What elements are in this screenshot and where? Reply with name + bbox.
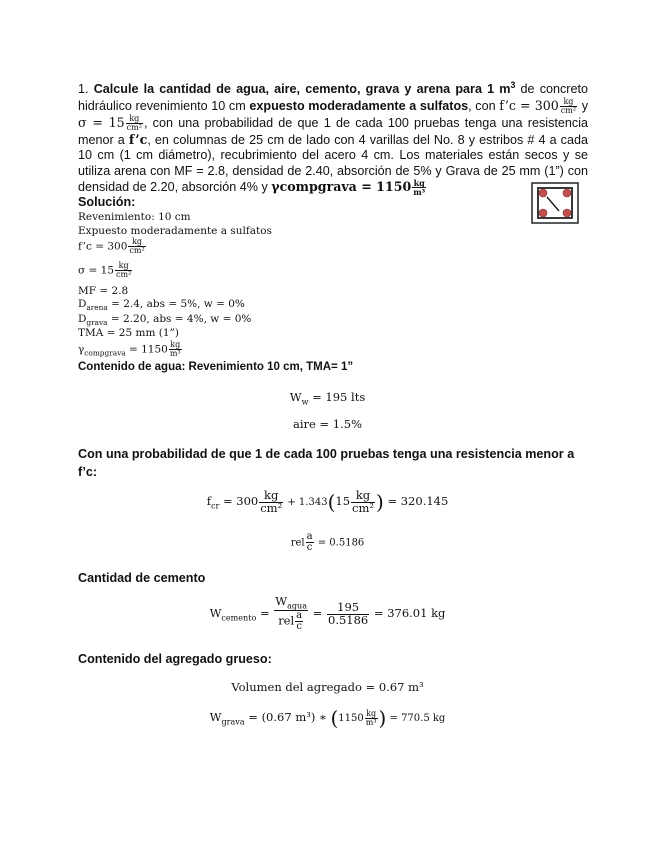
cemento-heading: Cantidad de cemento (78, 571, 206, 585)
problem-title: Calcule la cantidad de agua, aire, cemento, grava y arena para 1 $m^3$ (93, 80, 516, 97)
given-revenimiento: Revenimiento: 10 cm (78, 211, 191, 223)
prob-heading: Con una probabilidad de que 1 de cada 100 pruebas tenga una resistencia menor a f’c: (78, 447, 575, 479)
column-outline (532, 183, 578, 223)
given-d-grava: $D_{grava} = 2.20$, abs = 4%, w = 0% (78, 313, 252, 328)
fcr-equation: $f_{cr} = 300$ $\frac{kg}{\text{cm²}}$ + 1.343(15 $\frac{kg}{\text{cm²}}$ ) = 320.145 (206, 488, 449, 515)
agua-heading: Contenido de agua: Revenimiento 10 cm, TMA= 1” (78, 361, 354, 373)
cemento-equation: $W_{cemento}$ = $W_{agua}$ rel $\frac{a}{c}$ = $\frac{195}{0.5186}$ = 376.01 kg (209, 594, 446, 633)
problem-text-4: , con una probabilidad de que 1 de cada 100 pruebas tenga una resistencia menor a (78, 115, 588, 147)
given-d-arena: $D_{arena} = 2.4$, abs = 5%, w = 0% (78, 298, 245, 313)
problem-exposure: expuesto moderadamente a sulfatos (249, 98, 469, 113)
rebar-top-right (563, 189, 571, 197)
given-expuesto: Expuesto moderadamente a sulfatos (78, 225, 272, 237)
solution-heading: Solución: (78, 195, 136, 209)
ww-equation: $W_w = 195$ lts (289, 390, 366, 407)
problem-fc: f’c = 300 $\frac{kg}{\text{cm²}}$ (499, 96, 577, 115)
problem-sigma: σ = 15 $\frac{kg}{\text{cm²}}$ (78, 113, 142, 132)
problem-and: y (578, 98, 589, 113)
rebar-top-left (539, 189, 547, 197)
rebar-bottom-right (563, 209, 571, 217)
problem-text-3: , con (468, 98, 496, 113)
problem-text-1: de concreto hidráulico revenimiento 10 cm (78, 82, 589, 113)
given-mf: MF = 2.8 (78, 285, 129, 297)
given-tma: TMA = 25 mm (1”) (78, 327, 180, 339)
rebar-bottom-left (539, 209, 547, 217)
problem-statement (78, 78, 588, 196)
grueso-heading: Contenido del agregado grueso: (78, 652, 272, 666)
volumen-equation: Volumen del agregado = 0.67 m³ (231, 680, 424, 694)
problem-gamma: γcompgrava = 1150 $\frac{kg}{\text{m³}}$ (271, 178, 426, 198)
aire-equation: aire = 1.5% (293, 417, 362, 431)
given-sigma: σ = 15 $\frac{kg}{\text{cm²}}$ (78, 261, 132, 279)
given-gamma: $\gamma_{compgrava} = 1150$ $\frac{kg}{\text{m³}}$ (78, 340, 181, 358)
column-section-figure (531, 182, 579, 224)
wgrava-equation: $W_{grava} = (0.67$ m³) ∗ (1150 $\frac{kg}{\text{m³}}$ ) = 770.5 kg (209, 706, 446, 730)
problem-fc-inline: f’c (128, 131, 148, 147)
problem-number: 1. (78, 82, 89, 97)
rel-ac-equation: rel $\frac{a}{c}$ = 0.5186 (290, 531, 365, 553)
given-fc: f’c = 300 $\frac{kg}{\text{cm²}}$ (78, 237, 145, 255)
problem-text-5: , en columnas de 25 cm de lado con 4 varillas del No. 8 y estribos # 4 a cada 10 cm (1 cm diámetro), recubrimiento del acero 4 cm. Los materiales están secos y se utiliza arena con MF = 2.8, densidad de 2.40, absorción de 5% y Grava de 25 mm (1”) con densidad de 2.20, absorción 4% y (78, 132, 588, 195)
